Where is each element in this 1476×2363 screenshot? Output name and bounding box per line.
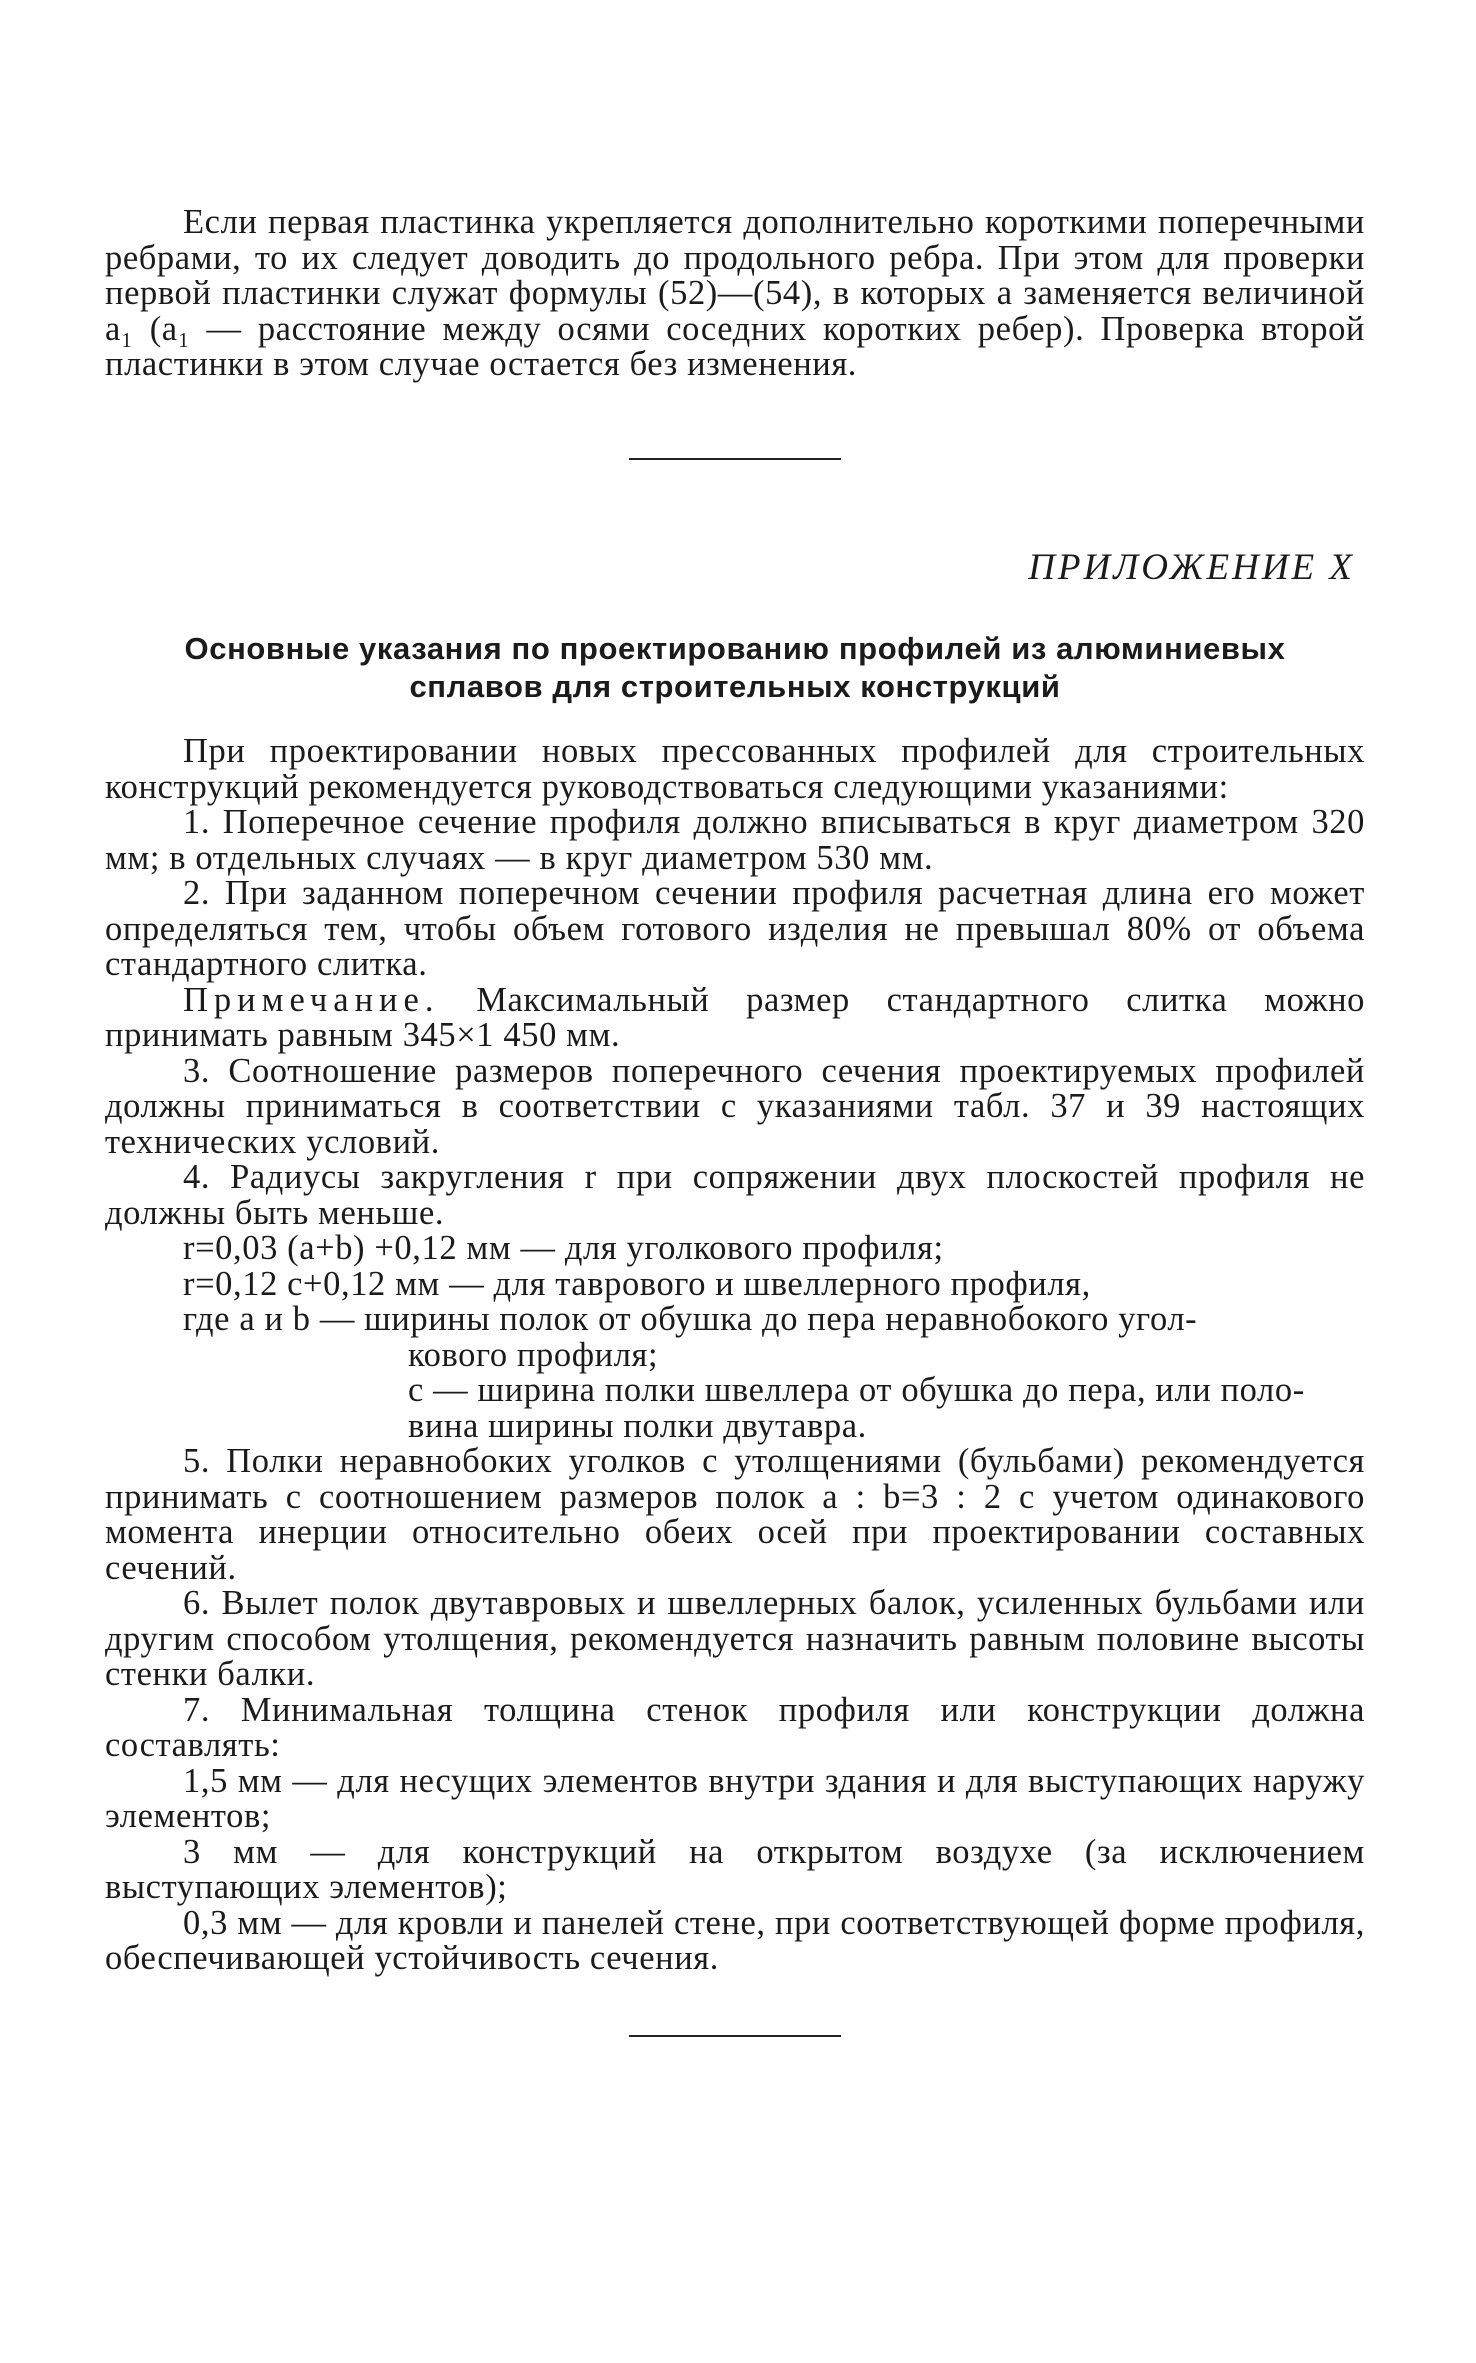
where-ab: где a и b — ширины полок от обушка до пера неравнобокого угол-: [183, 1300, 1198, 1338]
intro-paragraph: При проектировании новых прессованных профилей для строительных конструкций рекомендуется руководствоваться следующими указаниями:: [105, 732, 1365, 806]
appendix-label: ПРИЛОЖЕНИЕ X: [1028, 546, 1355, 588]
section-title: [105, 630, 1365, 706]
formula-angle: r=0,03 (a+b) +0,12 мм — для уголкового профиля;: [183, 1229, 944, 1267]
item-6: 6. Вылет полок двутавровых и швеллерных балок, усиленных бульбами или другим способом утолщения, рекомендуется назначить равным половине высоты стенки балки.: [105, 1584, 1365, 1693]
note-text: Максимальный размер стандартного слитка можно принимать равным 345×1 450 мм.: [105, 980, 1365, 1054]
where-c-continuation: вина ширины полки двутавра.: [408, 1406, 867, 1445]
guidelines-body: [105, 734, 1365, 1977]
item-2: 2. При заданном поперечном сечении профиля расчетная длина его может определяться тем, чтобы объем готового изделия не превышал 80% от объема стандартного слитка.: [105, 874, 1365, 983]
top-paragraph: Если первая пластинка укрепляется дополнительно короткими поперечными ребрами, то их следует доводить до продольного ребра. При этом для проверки первой пластинки служат формулы (52)—(54), в которых a заменяется величиной a₁ (a₁ — расстояние между осями соседних коротких ребер). Проверка второй пластинки в этом случае остается без изменения.: [105, 203, 1365, 383]
item-1: 1. Поперечное сечение профиля должно вписываться в круг диаметром 320 мм; в отдельных случаях — в круг диаметром 530 мм.: [105, 803, 1365, 877]
document-page: [105, 205, 1365, 2037]
where-c: c — ширина полки швеллера от обушка до пера, или поло-: [408, 1371, 1305, 1409]
item-7: 7. Минимальная толщина стенок профиля или конструкции должна составлять:: [105, 1690, 1365, 1764]
item-7b: 3 мм — для конструкций на открытом воздухе (за исключением выступающих элементов);: [105, 1832, 1365, 1906]
item-7c: 0,3 мм — для кровли и панелей стене, при соответствующей форме профиля, обеспечивающей устойчивость сечения.: [105, 1903, 1365, 1977]
item-4: 4. Радиусы закругления r при сопряжении двух плоскостей профиля не должны быть меньше.: [105, 1158, 1365, 1232]
section-title-line-1: Основные указания по проектированию профилей из алюминиевых: [184, 631, 1286, 666]
note-lead: Примечание.: [183, 980, 440, 1019]
item-7a: 1,5 мм — для несущих элементов внутри здания и для выступающих наружу элементов;: [105, 1761, 1365, 1835]
section-divider-bottom: [629, 2035, 841, 2037]
item-5: 5. Полки неравнобоких уголков с утолщениями (бульбами) рекомендуется принимать с соотношением размеров полок a : b=3 : 2 с учетом одинакового момента инерции относительно обеих осей при проектировании составных сечений.: [105, 1442, 1365, 1587]
section-title-line-2: сплавов для строительных конструкций: [409, 669, 1061, 704]
note-paragraph: [105, 980, 1365, 1054]
where-ab-continuation: кового профиля;: [408, 1335, 659, 1374]
section-divider-top: [629, 458, 841, 460]
formula-tee-channel: r=0,12 c+0,12 мм — для таврового и швеллерного профиля,: [183, 1264, 1091, 1303]
item-3: 3. Соотношение размеров поперечного сечения проектируемых профилей должны приниматься в соответствии с указаниями табл. 37 и 39 настоящих технических условий.: [105, 1051, 1365, 1161]
